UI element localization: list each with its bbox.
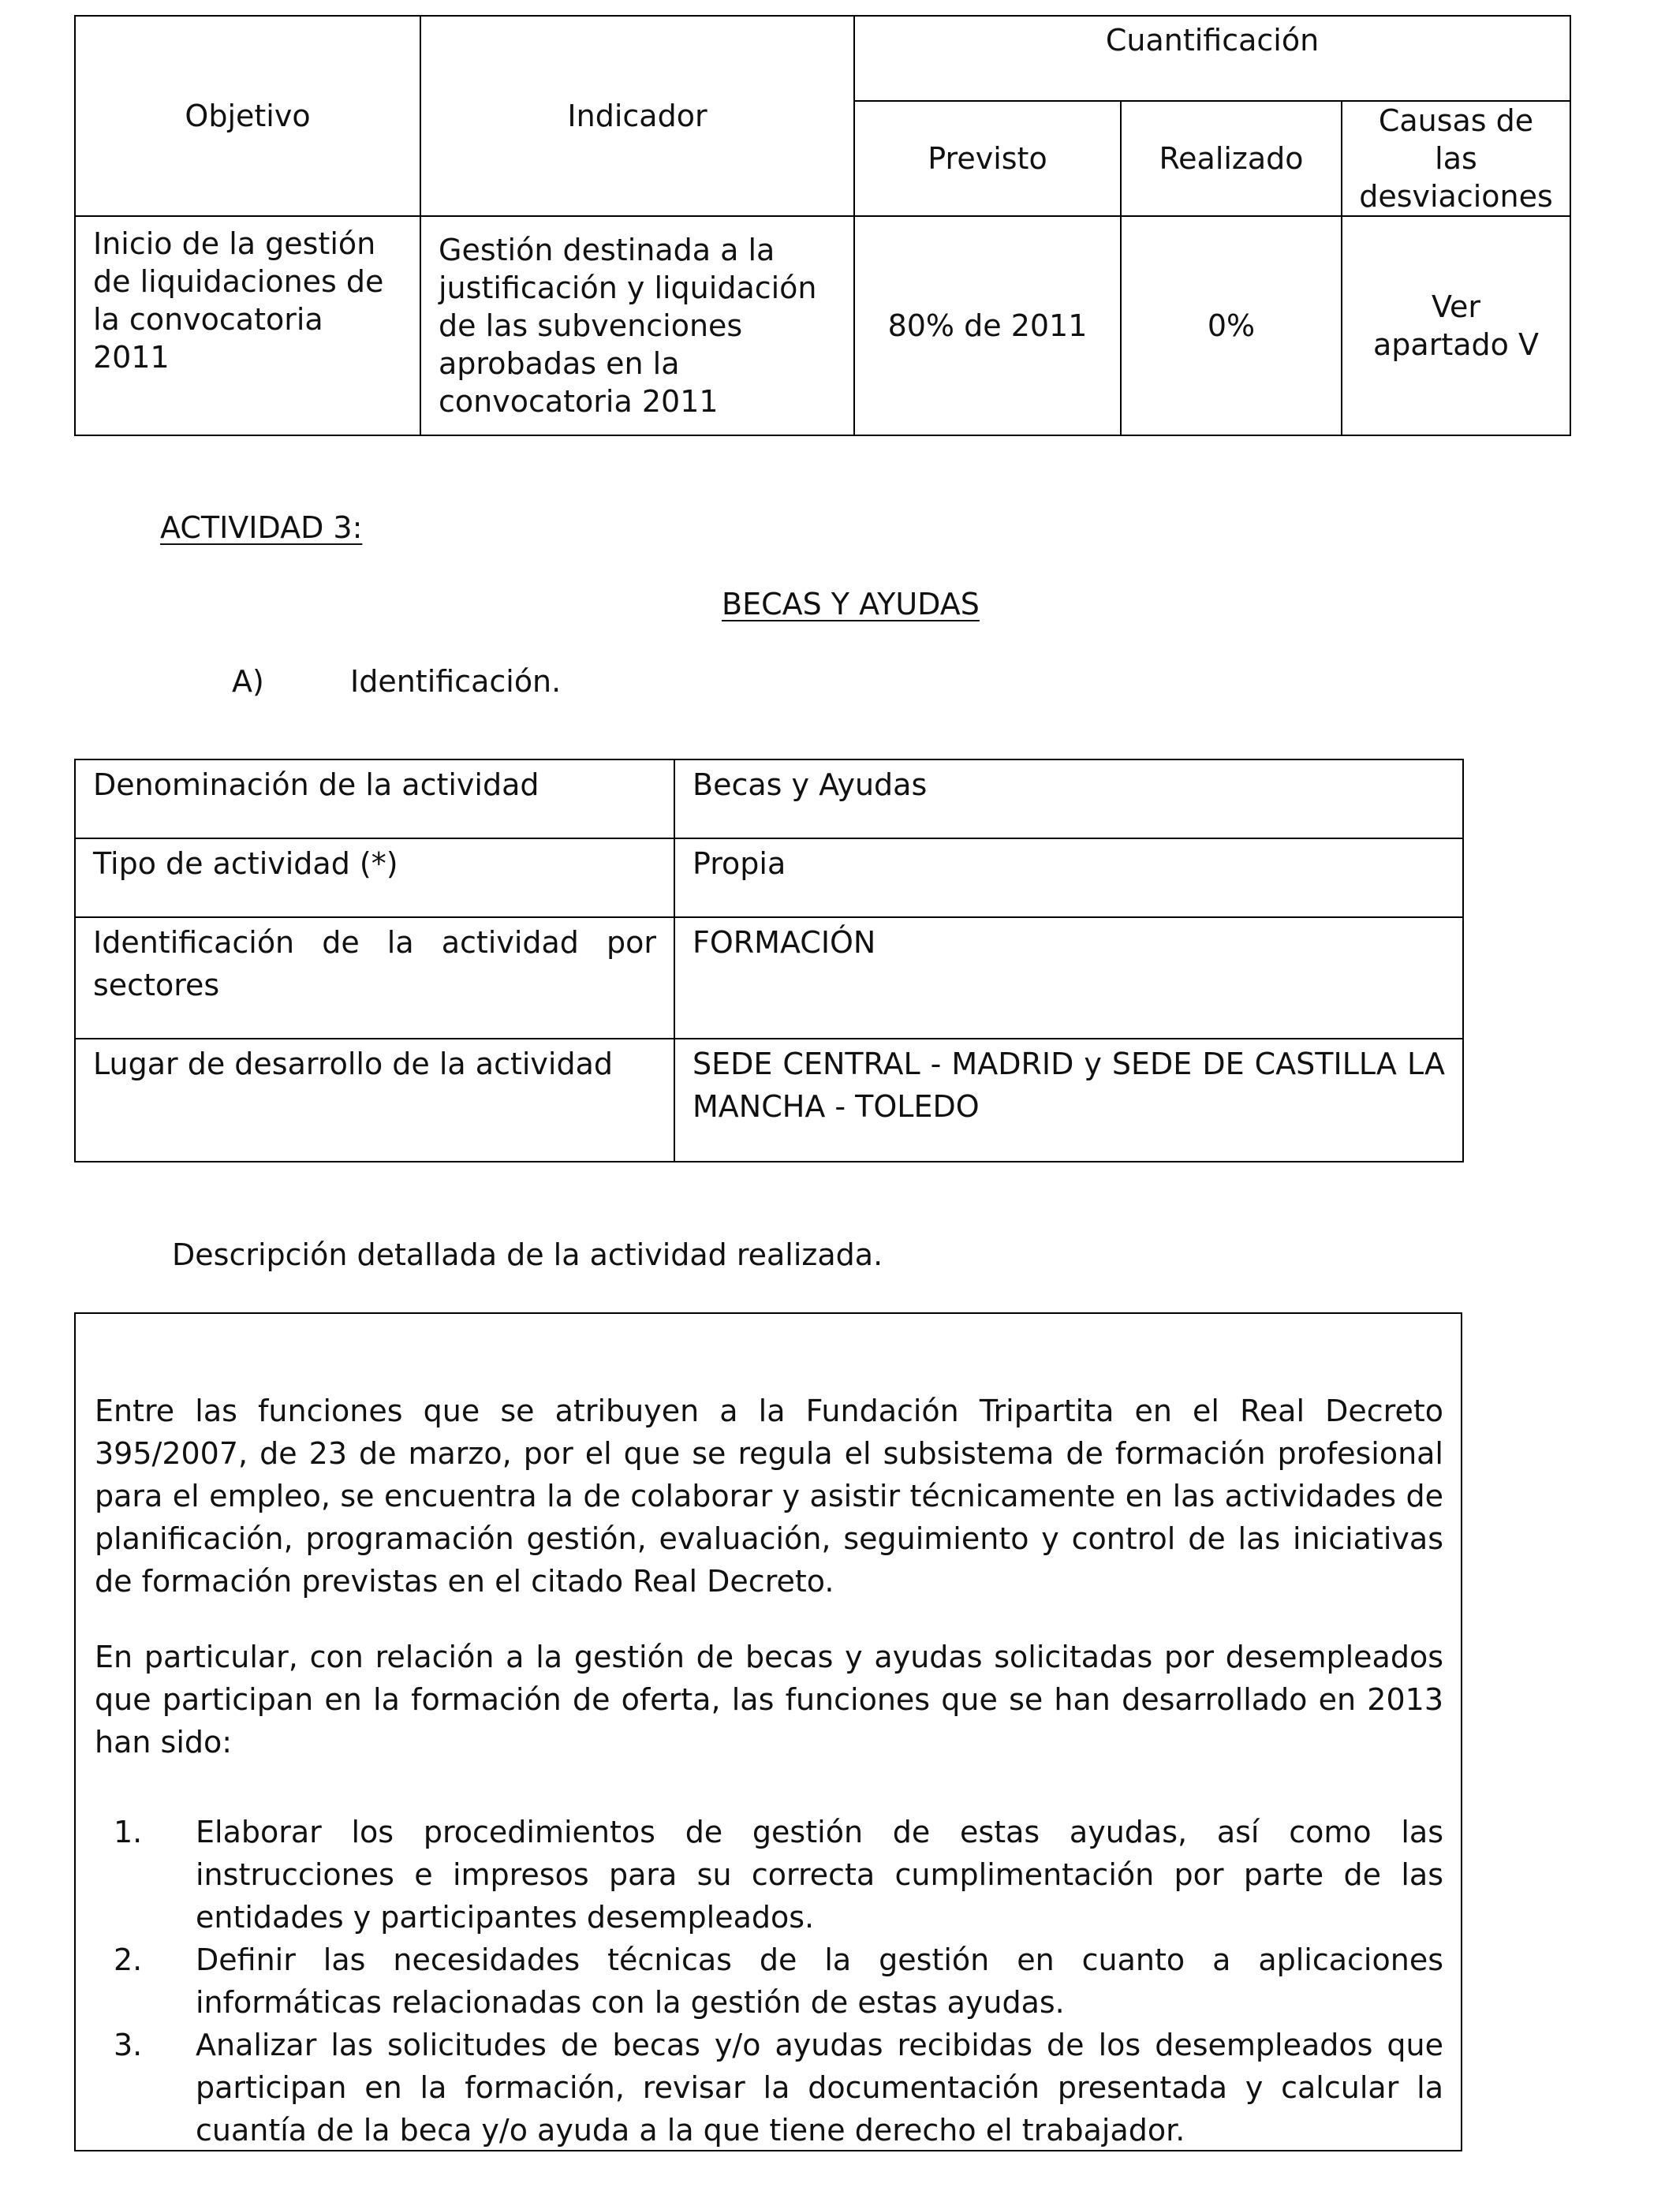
ident-value: FORMACIÓN <box>674 917 1463 1039</box>
quantification-table <box>74 15 1571 436</box>
identification-table <box>74 759 1464 1162</box>
table-row <box>75 759 1463 838</box>
cell-causas: Ver apartado V <box>1342 216 1570 435</box>
ident-label: Denominación de la actividad <box>75 759 674 838</box>
ident-label: Tipo de actividad (*) <box>75 838 674 917</box>
header-realizado: Realizado <box>1121 101 1342 216</box>
description-box <box>74 1312 1462 2151</box>
list-number: 2. <box>114 1942 143 1977</box>
ident-label: Lugar de desarrollo de la actividad <box>75 1039 674 1162</box>
section-title: Identificación. <box>350 664 562 699</box>
cell-objetivo: Inicio de la gestión de liquidaciones de la convocatoria 2011 <box>75 216 420 435</box>
actividad-heading: ACTIVIDAD 3: <box>160 510 363 545</box>
header-indicador: Indicador <box>420 16 854 216</box>
table-row <box>75 838 1463 917</box>
list-text: Analizar las solicitudes de becas y/o ayudas recibidas de los desempleados que participan en la formación, revisar la documentación presentada y calcular la cuantía de la beca y/o ayuda a la que tiene derecho el trabajador. <box>196 2028 1443 2148</box>
cell-realizado: 0% <box>1121 216 1342 435</box>
header-cuantificacion: Cuantificación <box>854 16 1570 101</box>
ident-value: Becas y Ayudas <box>674 759 1463 838</box>
table-row <box>75 216 1570 435</box>
ident-value: SEDE CENTRAL - MADRID y SEDE DE CASTILLA LA MANCHA - TOLEDO <box>674 1039 1463 1162</box>
cell-indicador: Gestión destinada a la justificación y liquidación de las subvenciones aprobadas en la convocatoria 2011 <box>420 216 854 435</box>
list-text: Elaborar los procedimientos de gestión de estas ayudas, así como las instrucciones e impresos para su correcta cumplimentación por parte de las entidades y participantes desempleados. <box>196 1815 1443 1935</box>
list-number: 3. <box>114 2028 143 2062</box>
header-objetivo: Objetivo <box>75 16 420 216</box>
header-causas: Causas de las desviaciones <box>1342 101 1570 216</box>
table-row <box>75 1039 1463 1162</box>
list-text: Definir las necesidades técnicas de la gestión en cuanto a aplicaciones informáticas relacionadas con la gestión de estas ayudas. <box>196 1942 1443 2020</box>
description-paragraph: Entre las funciones que se atribuyen a la Fundación Tripartita en el Real Decreto 395/2007, de 23 de marzo, por el que se regula el subsistema de formación profesional para el empleo, se encuentra la de colaborar y asistir técnicamente en las actividades de planificación, programación gestión, evaluación, seguimiento y control de las iniciativas de formación previstas en el citado Real Decreto. <box>95 1394 1443 1599</box>
list-number: 1. <box>114 1815 143 1849</box>
ident-label: Identificación de la actividad por sectores <box>75 917 674 1039</box>
description-heading: Descripción detallada de la actividad realizada. <box>172 1237 883 1272</box>
description-paragraph: En particular, con relación a la gestión de becas y ayudas solicitadas por desempleados que participan en la formación de oferta, las funciones que se han desarrollado en 2013 han sido: <box>95 1640 1443 1760</box>
activity-title: BECAS Y AYUDAS <box>722 587 980 621</box>
cell-previsto: 80% de 2011 <box>854 216 1121 435</box>
table-row <box>75 917 1463 1039</box>
ident-value: Propia <box>674 838 1463 917</box>
header-previsto: Previsto <box>854 101 1121 216</box>
section-letter: A) <box>232 664 264 699</box>
